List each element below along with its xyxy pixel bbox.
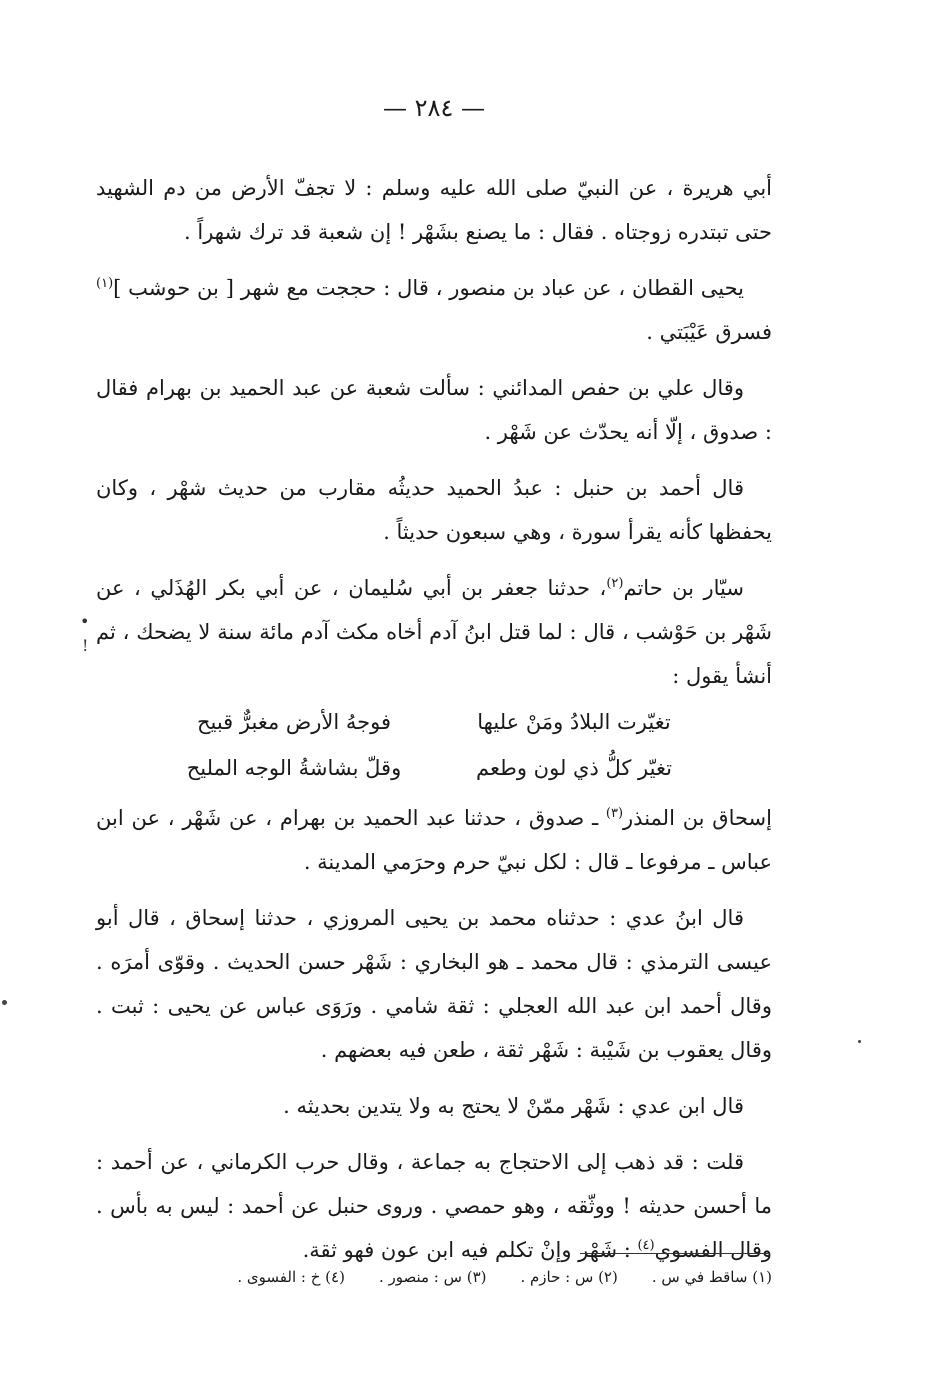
page-number: — ٢٨٤ —: [383, 94, 485, 122]
paragraph-1-text: أبي هريرة ، عن النبيّ صلى الله عليه وسلم : لا تجفّ الأرض من دم الشهيد حتى تبتدره زوجتاه . فقال : ما يصنع بشَهْر ! إن شعبة قد ترك شهراً .: [96, 176, 772, 244]
footnote-ref-3: (٣): [605, 806, 624, 821]
footnote-4: (٤) خ : الفسوى .: [237, 1268, 345, 1286]
paragraph-9-tail: : شَهْر وإنْ تكلم فيه ابن عون فهو ثقة.: [302, 1238, 638, 1262]
verse-1-first-half: تغيّرت البلادُ ومَنْ عليها: [477, 710, 671, 734]
paragraph-4-text: قال أحمد بن حنبل : عبدُ الحميد حديثُه مقارب من حديث شهْر ، وكان يحفظها كأنه يقرأ سورة ، وهي سبعون حديثاً .: [96, 476, 772, 544]
footnote-ref-1: (١): [96, 276, 114, 291]
page-body: [96, 88, 772, 1284]
paragraph-2-tail: فسرق عَيْبَتي .: [646, 320, 772, 344]
paragraph-3: [96, 366, 772, 454]
paragraph-7-text: قال ابنُ عدي : حدثناه محمد بن يحيى المروزي ، حدثنا إسحاق ، قال أبو عيسى الترمذي : قال محمد ـ هو البخاري : شَهْر حسن الحديث . وقوّى أمرَه . وقال أحمد ابن عبد الله العجلي : ثقة شامي . ورَوَى عباس عن يحيى : ثبت . وقال يعقوب بن شَيْبة : شَهْر ثقة ، طعن فيه بعضهم .: [96, 906, 772, 1062]
verse-1-second-half: فوجهُ الأرض مغبرٌّ قبيح: [196, 710, 392, 734]
paragraph-3-text: وقال علي بن حفص المدائني : سألت شعبة عن عبد الحميد بن بهرام فقال : صدوق ، إلّا أنه يحدّث عن شَهْر .: [96, 376, 772, 444]
paragraph-5-tail: ، حدثنا جعفر بن أبي سُليمان ، عن أبي بكر الهُذَلي ، عن شَهْر بن حَوْشب ، قال : لما قتل ابنُ آدم أخاه مكث آدم مائة سنة لا يضحك ، ثم أنشأ يقول :: [96, 576, 772, 688]
verse-line-2: [96, 746, 772, 790]
paragraph-8-text: قال ابن عدي : شَهْر ممّنْ لا يحتج به ولا يتدين بحديثه .: [283, 1094, 744, 1118]
scan-speck-left: [2, 1000, 7, 1005]
footnotes: [96, 1262, 772, 1292]
footnote-1: (١) ساقط في س .: [651, 1268, 772, 1286]
paragraph-9-text: قلت : قد ذهب إلى الاحتجاج به جماعة ، وقال حرب الكرماني ، عن أحمد : ما أحسن حديثه ! ووثّقه ، وهو حمصي . وروى حنبل عن أحمد : ليس به بأس . وقال الفسوي: [96, 1150, 772, 1262]
footnote-separator: [580, 1253, 770, 1254]
paragraph-8: [96, 1084, 772, 1128]
margin-mark-top: •: [80, 612, 90, 631]
footnote-3: (٣) س : منصور .: [378, 1268, 487, 1286]
verse-2-second-half: وقلّ بشاشةُ الوجه المليح: [186, 756, 402, 780]
paragraph-5: [96, 566, 772, 698]
paragraph-2-text: يحيى القطان ، عن عباد بن منصور ، قال : حججت مع شهر [ بن حوشب ]: [113, 276, 744, 300]
paragraph-4: [96, 466, 772, 554]
paragraph-5-text: سيّار بن حاتم: [623, 576, 744, 600]
verse-2-first-half: تغيّر كلُّ ذي لون وطعم: [476, 756, 672, 780]
verse-line-1: [96, 700, 772, 744]
paragraph-6-tail: ـ صدوق ، حدثنا عبد الحميد بن بهرام ، عن شَهْر ، عن ابن عباس ـ مرفوعا ـ قال : لكل نبيّ حرم وحرَمي المدينة .: [96, 806, 772, 874]
scan-speck-right: [858, 1040, 861, 1043]
margin-mark-bottom: !: [82, 636, 89, 655]
paragraph-1: [96, 166, 772, 254]
footnote-ref-4: (٤): [637, 1238, 655, 1253]
paragraph-6-text: إسحاق بن المنذر: [623, 806, 772, 830]
paragraph-6: [96, 796, 772, 884]
footnote-ref-2: (٢): [606, 576, 624, 591]
footnote-2: (٢) س : حازم .: [520, 1268, 618, 1286]
paragraph-2: [96, 266, 772, 354]
paragraph-7: [96, 896, 772, 1072]
